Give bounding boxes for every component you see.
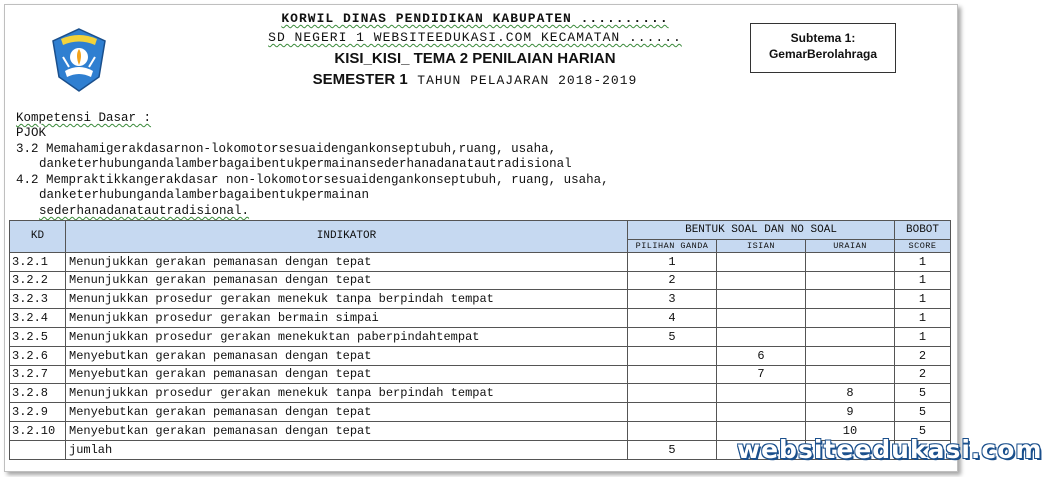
indikator-cell: Menunjukkan prosedur gerakan menekuk tanpa berpindah tempat bbox=[66, 384, 628, 403]
table-row bbox=[10, 346, 951, 365]
indikator-cell: Menyebutkan gerakan pemanasan dengan tepat bbox=[66, 365, 628, 384]
uraian-cell: 9 bbox=[806, 403, 895, 422]
score-cell: 5 bbox=[895, 384, 951, 403]
score-cell: 5 bbox=[895, 421, 951, 440]
score-cell: 1 bbox=[895, 271, 951, 290]
jumlah-empty-kd bbox=[10, 440, 66, 459]
uraian-cell bbox=[806, 290, 895, 309]
table-row bbox=[10, 252, 951, 271]
score-cell: 2 bbox=[895, 346, 951, 365]
header-bobot: BOBOT bbox=[895, 221, 951, 240]
header-uraian: URAIAN bbox=[806, 239, 895, 252]
table-row bbox=[10, 384, 951, 403]
kompetensi-title: Kompetensi Dasar : bbox=[16, 111, 152, 125]
score-cell: 2 bbox=[895, 365, 951, 384]
uraian-cell bbox=[806, 309, 895, 328]
uraian-cell bbox=[806, 327, 895, 346]
kd-cell: 3.2.5 bbox=[10, 327, 66, 346]
uraian-cell: 8 bbox=[806, 384, 895, 403]
isian-cell bbox=[717, 252, 806, 271]
table-row bbox=[10, 403, 951, 422]
indikator-cell: Menyebutkan gerakan pemanasan dengan tepat bbox=[66, 421, 628, 440]
kompetensi-subject: PJOK bbox=[16, 126, 47, 140]
isian-cell bbox=[717, 403, 806, 422]
indikator-cell: Menunjukkan gerakan pemanasan dengan tepat bbox=[66, 252, 628, 271]
pilihan-ganda-cell: 3 bbox=[628, 290, 717, 309]
pilihan-ganda-cell bbox=[628, 346, 717, 365]
isian-cell bbox=[717, 290, 806, 309]
pilihan-ganda-cell bbox=[628, 421, 717, 440]
isian-cell bbox=[717, 327, 806, 346]
pilihan-ganda-cell: 4 bbox=[628, 309, 717, 328]
header-isian: ISIAN bbox=[717, 239, 806, 252]
watermark: websiteedukasi.com bbox=[737, 435, 1042, 464]
kisi-kisi-table bbox=[9, 220, 951, 460]
kd-4-2-line-3: sederhanadanatautradisional. bbox=[39, 204, 250, 218]
uraian-cell: 10 bbox=[806, 421, 895, 440]
header-kd: KD bbox=[10, 221, 66, 253]
score-cell: 5 bbox=[895, 403, 951, 422]
kd-cell: 3.2.2 bbox=[10, 271, 66, 290]
kd-cell: 3.2.4 bbox=[10, 309, 66, 328]
kd-cell: 3.2.10 bbox=[10, 421, 66, 440]
header-title: KISI_KISI_ TEMA 2 PENILAIAN HARIAN bbox=[334, 50, 616, 67]
indikator-cell: Menyebutkan gerakan pemanasan dengan tepat bbox=[66, 403, 628, 422]
table-row bbox=[10, 271, 951, 290]
header-semester-year bbox=[255, 71, 695, 89]
pilihan-ganda-cell bbox=[628, 384, 717, 403]
kd-cell: 3.2.3 bbox=[10, 290, 66, 309]
year-label: TAHUN PELAJARAN 2018-2019 bbox=[417, 73, 638, 88]
indikator-cell: Menunjukkan prosedur gerakan menekuk tanpa berpindah tempat bbox=[66, 290, 628, 309]
uraian-cell bbox=[806, 271, 895, 290]
isian-cell: 7 bbox=[717, 365, 806, 384]
isian-cell bbox=[717, 309, 806, 328]
kd-3-2-line-2: danketerhubungandalamberbagaibentukpermainansederhanadanatautradisional bbox=[39, 157, 572, 171]
isian-cell bbox=[717, 384, 806, 403]
document-page bbox=[4, 4, 1042, 472]
pilihan-ganda-cell bbox=[628, 365, 717, 384]
score-cell: 1 bbox=[895, 252, 951, 271]
header-bentuk-soal: BENTUK SOAL DAN NO SOAL bbox=[628, 221, 895, 240]
header-line-2: SD NEGERI 1 WEBSITEEDUKASI.COM KECAMATAN ...... bbox=[268, 30, 682, 45]
kd-cell: 3.2.1 bbox=[10, 252, 66, 271]
pilihan-ganda-cell: 2 bbox=[628, 271, 717, 290]
table-row bbox=[10, 309, 951, 328]
kd-4-2-line-1: 4.2 Mempraktikkangerakdasar non-lokomotorsesuaidengankonseptubuh, ruang, usaha, bbox=[16, 173, 609, 187]
header-pilihan-ganda: PILIHAN GANDA bbox=[628, 239, 717, 252]
score-cell: 1 bbox=[895, 290, 951, 309]
uraian-cell bbox=[806, 252, 895, 271]
jumlah-label: jumlah bbox=[66, 440, 628, 459]
subtema-name: GemarBerolahraga bbox=[768, 47, 878, 61]
jumlah-pilihan-ganda: 5 bbox=[628, 440, 717, 459]
pilihan-ganda-cell: 5 bbox=[628, 327, 717, 346]
kd-cell: 3.2.9 bbox=[10, 403, 66, 422]
subtema-box bbox=[750, 23, 896, 73]
uraian-cell bbox=[806, 365, 895, 384]
indikator-cell: Menunjukkan prosedur gerakan menekuktan paberpindahtempat bbox=[66, 327, 628, 346]
table-row bbox=[10, 290, 951, 309]
score-cell: 1 bbox=[895, 309, 951, 328]
kd-3-2-line-1: 3.2 Memahamigerakdasarnon-lokomotorsesuaidengankonseptubuh,ruang, usaha, bbox=[16, 142, 557, 156]
indikator-cell: Menyebutkan gerakan pemanasan dengan tepat bbox=[66, 346, 628, 365]
kd-cell: 3.2.8 bbox=[10, 384, 66, 403]
subtema-label: Subtema 1: bbox=[790, 31, 856, 45]
kd-cell: 3.2.7 bbox=[10, 365, 66, 384]
kd-cell: 3.2.6 bbox=[10, 346, 66, 365]
header-score: SCORE bbox=[895, 239, 951, 252]
kd-4-2-line-2: danketerhubungandalamberbagaibentukpermainan bbox=[39, 188, 370, 202]
pilihan-ganda-cell bbox=[628, 403, 717, 422]
header-indikator: INDIKATOR bbox=[66, 221, 628, 253]
semester-label: SEMESTER 1 bbox=[312, 71, 408, 88]
tut-wuri-handayani-logo bbox=[49, 27, 109, 93]
pilihan-ganda-cell: 1 bbox=[628, 252, 717, 271]
table-row bbox=[10, 365, 951, 384]
isian-cell: 6 bbox=[717, 346, 806, 365]
uraian-cell bbox=[806, 346, 895, 365]
indikator-cell: Menunjukkan prosedur gerakan bermain simpai bbox=[66, 309, 628, 328]
header-line-1: KORWIL DINAS PENDIDIKAN KABUPATEN .......... bbox=[281, 11, 669, 26]
score-cell: 1 bbox=[895, 327, 951, 346]
indikator-cell: Menunjukkan gerakan pemanasan dengan tepat bbox=[66, 271, 628, 290]
table-row bbox=[10, 327, 951, 346]
isian-cell bbox=[717, 271, 806, 290]
